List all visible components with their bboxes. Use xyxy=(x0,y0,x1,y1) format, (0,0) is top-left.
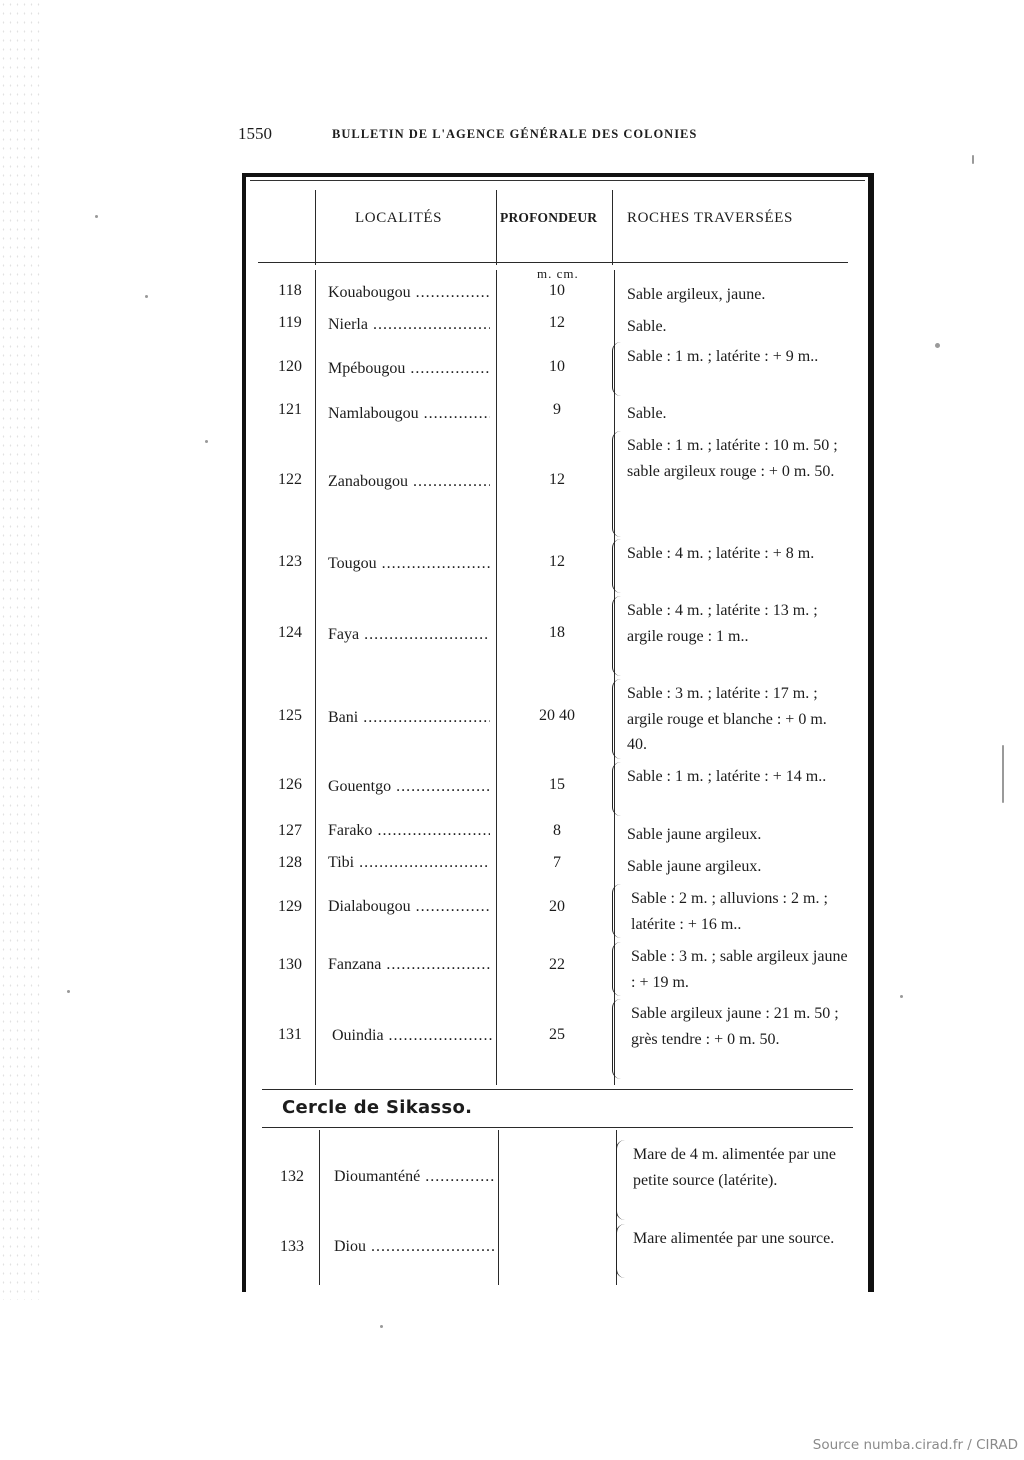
row-number: 129 xyxy=(278,898,302,915)
page-number: 1550 xyxy=(238,124,272,143)
depth-value: 10 xyxy=(549,358,565,375)
brace xyxy=(612,539,622,593)
rock-description: Sable argileux, jaune. xyxy=(627,286,766,303)
localite: Dioumanténé ..... xyxy=(334,1168,496,1186)
row-number: 126 xyxy=(278,776,302,793)
localite: Fanzana ..... xyxy=(328,956,490,974)
depth-value: 20 xyxy=(549,898,565,915)
rock-description: Sable jaune argileux. xyxy=(627,826,762,843)
brace xyxy=(612,762,622,816)
localite: Mpébougou ..... xyxy=(328,360,490,378)
col-header-localites: LOCALITÉS xyxy=(355,210,443,226)
table-row xyxy=(0,822,1024,848)
rock-description: Sable : 4 m. ; latérite : 13 m. ; argile rouge : 1 m.. xyxy=(627,602,818,645)
row-number: 133 xyxy=(280,1238,304,1255)
brace xyxy=(612,679,622,759)
table-row xyxy=(0,944,1024,994)
localite: Gouentgo ..... xyxy=(328,778,490,796)
localite: Namlabougou ..... xyxy=(328,405,490,423)
section-rule xyxy=(262,1127,853,1128)
rock-description: Mare de 4 m. alimentée par une petite source (latérite). xyxy=(633,1146,837,1189)
row-number: 124 xyxy=(278,624,302,641)
depth-value: 10 xyxy=(549,282,565,299)
rock-description: Sable. xyxy=(627,405,667,422)
localite: Ouindia ..... xyxy=(332,1027,494,1045)
brace xyxy=(616,1140,626,1220)
header-rule xyxy=(258,262,848,263)
source-credit: Source numba.cirad.fr / CIRAD xyxy=(812,1437,1018,1453)
scan-speck xyxy=(95,215,98,218)
depth-value: 15 xyxy=(549,776,565,793)
brace xyxy=(612,942,622,996)
depth-value: 7 xyxy=(553,854,561,871)
rock-description: Mare alimentée par une source. xyxy=(633,1230,835,1247)
row-number: 123 xyxy=(278,553,302,570)
column-rule xyxy=(315,190,316,265)
depth-value: 12 xyxy=(549,314,565,331)
col-header-profondeur: PROFONDEUR xyxy=(500,210,598,225)
brace xyxy=(612,596,622,676)
table-row xyxy=(0,1142,1024,1218)
localite: Kouabougou ..... xyxy=(328,284,490,302)
column-rule xyxy=(496,190,497,265)
scan-speck xyxy=(972,155,974,164)
row-number: 122 xyxy=(278,471,302,488)
row-number: 125 xyxy=(278,707,302,724)
table-row xyxy=(0,854,1024,880)
rock-description: Sable. xyxy=(627,318,667,335)
brace xyxy=(612,884,622,938)
rock-description: Sable argileux jaune : 21 m. 50 ; grès tendre : + 0 m. 50. xyxy=(631,1005,839,1048)
row-number: 131 xyxy=(278,1026,302,1043)
running-head: BULLETIN DE L'AGENCE GÉNÉRALE DES COLONIES xyxy=(332,127,698,141)
localite: Nierla ..... xyxy=(328,316,490,334)
depth-value: 8 xyxy=(553,822,561,839)
localite: Dialabougou ..... xyxy=(328,898,490,916)
localite: Farako ..... xyxy=(328,822,490,840)
table-row xyxy=(0,282,1024,308)
row-number: 119 xyxy=(278,314,302,331)
rock-description: Sable : 1 m. ; latérite : + 14 m.. xyxy=(627,768,827,785)
brace xyxy=(612,999,622,1079)
brace xyxy=(616,1224,626,1278)
rock-description: Sable : 2 m. ; alluvions : 2 m. ; latérite : + 16 m.. xyxy=(631,890,828,933)
row-number: 118 xyxy=(278,282,302,299)
rock-description: Sable : 3 m. ; sable argileux jaune : + 19 m. xyxy=(631,948,848,991)
section-rule xyxy=(262,1089,853,1090)
row-number: 128 xyxy=(278,854,302,871)
depth-value: 9 xyxy=(553,401,561,418)
table-row xyxy=(0,764,1024,814)
depth-value: 22 xyxy=(549,956,565,973)
table-row xyxy=(0,1001,1024,1077)
brace xyxy=(612,431,622,537)
scan-speck xyxy=(380,1325,383,1328)
rock-description: Sable : 1 m. ; latérite : 10 m. 50 ; sable argileux rouge : + 0 m. 50. xyxy=(627,437,838,480)
rock-description: Sable jaune argileux. xyxy=(627,858,762,875)
localite: Tougou ..... xyxy=(328,555,490,573)
section-title: Cercle de Sikasso. xyxy=(282,1097,473,1118)
depth-value: 12 xyxy=(549,553,565,570)
table-row xyxy=(0,886,1024,936)
row-number: 130 xyxy=(278,956,302,973)
depth-unit: m. cm. xyxy=(537,266,579,281)
row-number: 121 xyxy=(278,401,302,418)
localite: Zanabougou ..... xyxy=(328,473,490,491)
depth-value: 18 xyxy=(549,624,565,641)
table-row xyxy=(0,401,1024,427)
depth-value: 25 xyxy=(549,1026,565,1043)
rock-description: Sable : 4 m. ; latérite : + 8 m. xyxy=(627,545,815,562)
localite: Faya ..... xyxy=(328,626,490,644)
brace xyxy=(612,342,622,396)
scan-speck xyxy=(900,995,903,998)
row-number: 127 xyxy=(278,822,302,839)
localite: Diou ..... xyxy=(334,1238,496,1256)
table-row xyxy=(0,314,1024,340)
rock-description: Sable : 3 m. ; latérite : 17 m. ; argile rouge et blanche : + 0 m. 40. xyxy=(627,685,827,753)
table-row xyxy=(0,681,1024,757)
table-row xyxy=(0,541,1024,591)
rock-description: Sable : 1 m. ; latérite : + 9 m.. xyxy=(627,348,819,365)
col-header-roches: ROCHES TRAVERSÉES xyxy=(627,210,793,226)
row-number: 120 xyxy=(278,358,302,375)
table-row xyxy=(0,433,1024,535)
column-rule xyxy=(612,190,613,265)
table-row xyxy=(0,1226,1024,1276)
table-row xyxy=(0,598,1024,674)
row-number: 132 xyxy=(280,1168,304,1185)
table-row xyxy=(0,344,1024,394)
localite: Bani ..... xyxy=(328,709,490,727)
depth-value: 20 40 xyxy=(539,707,575,724)
depth-value: 12 xyxy=(549,471,565,488)
localite: Tibi ..... xyxy=(328,854,490,872)
